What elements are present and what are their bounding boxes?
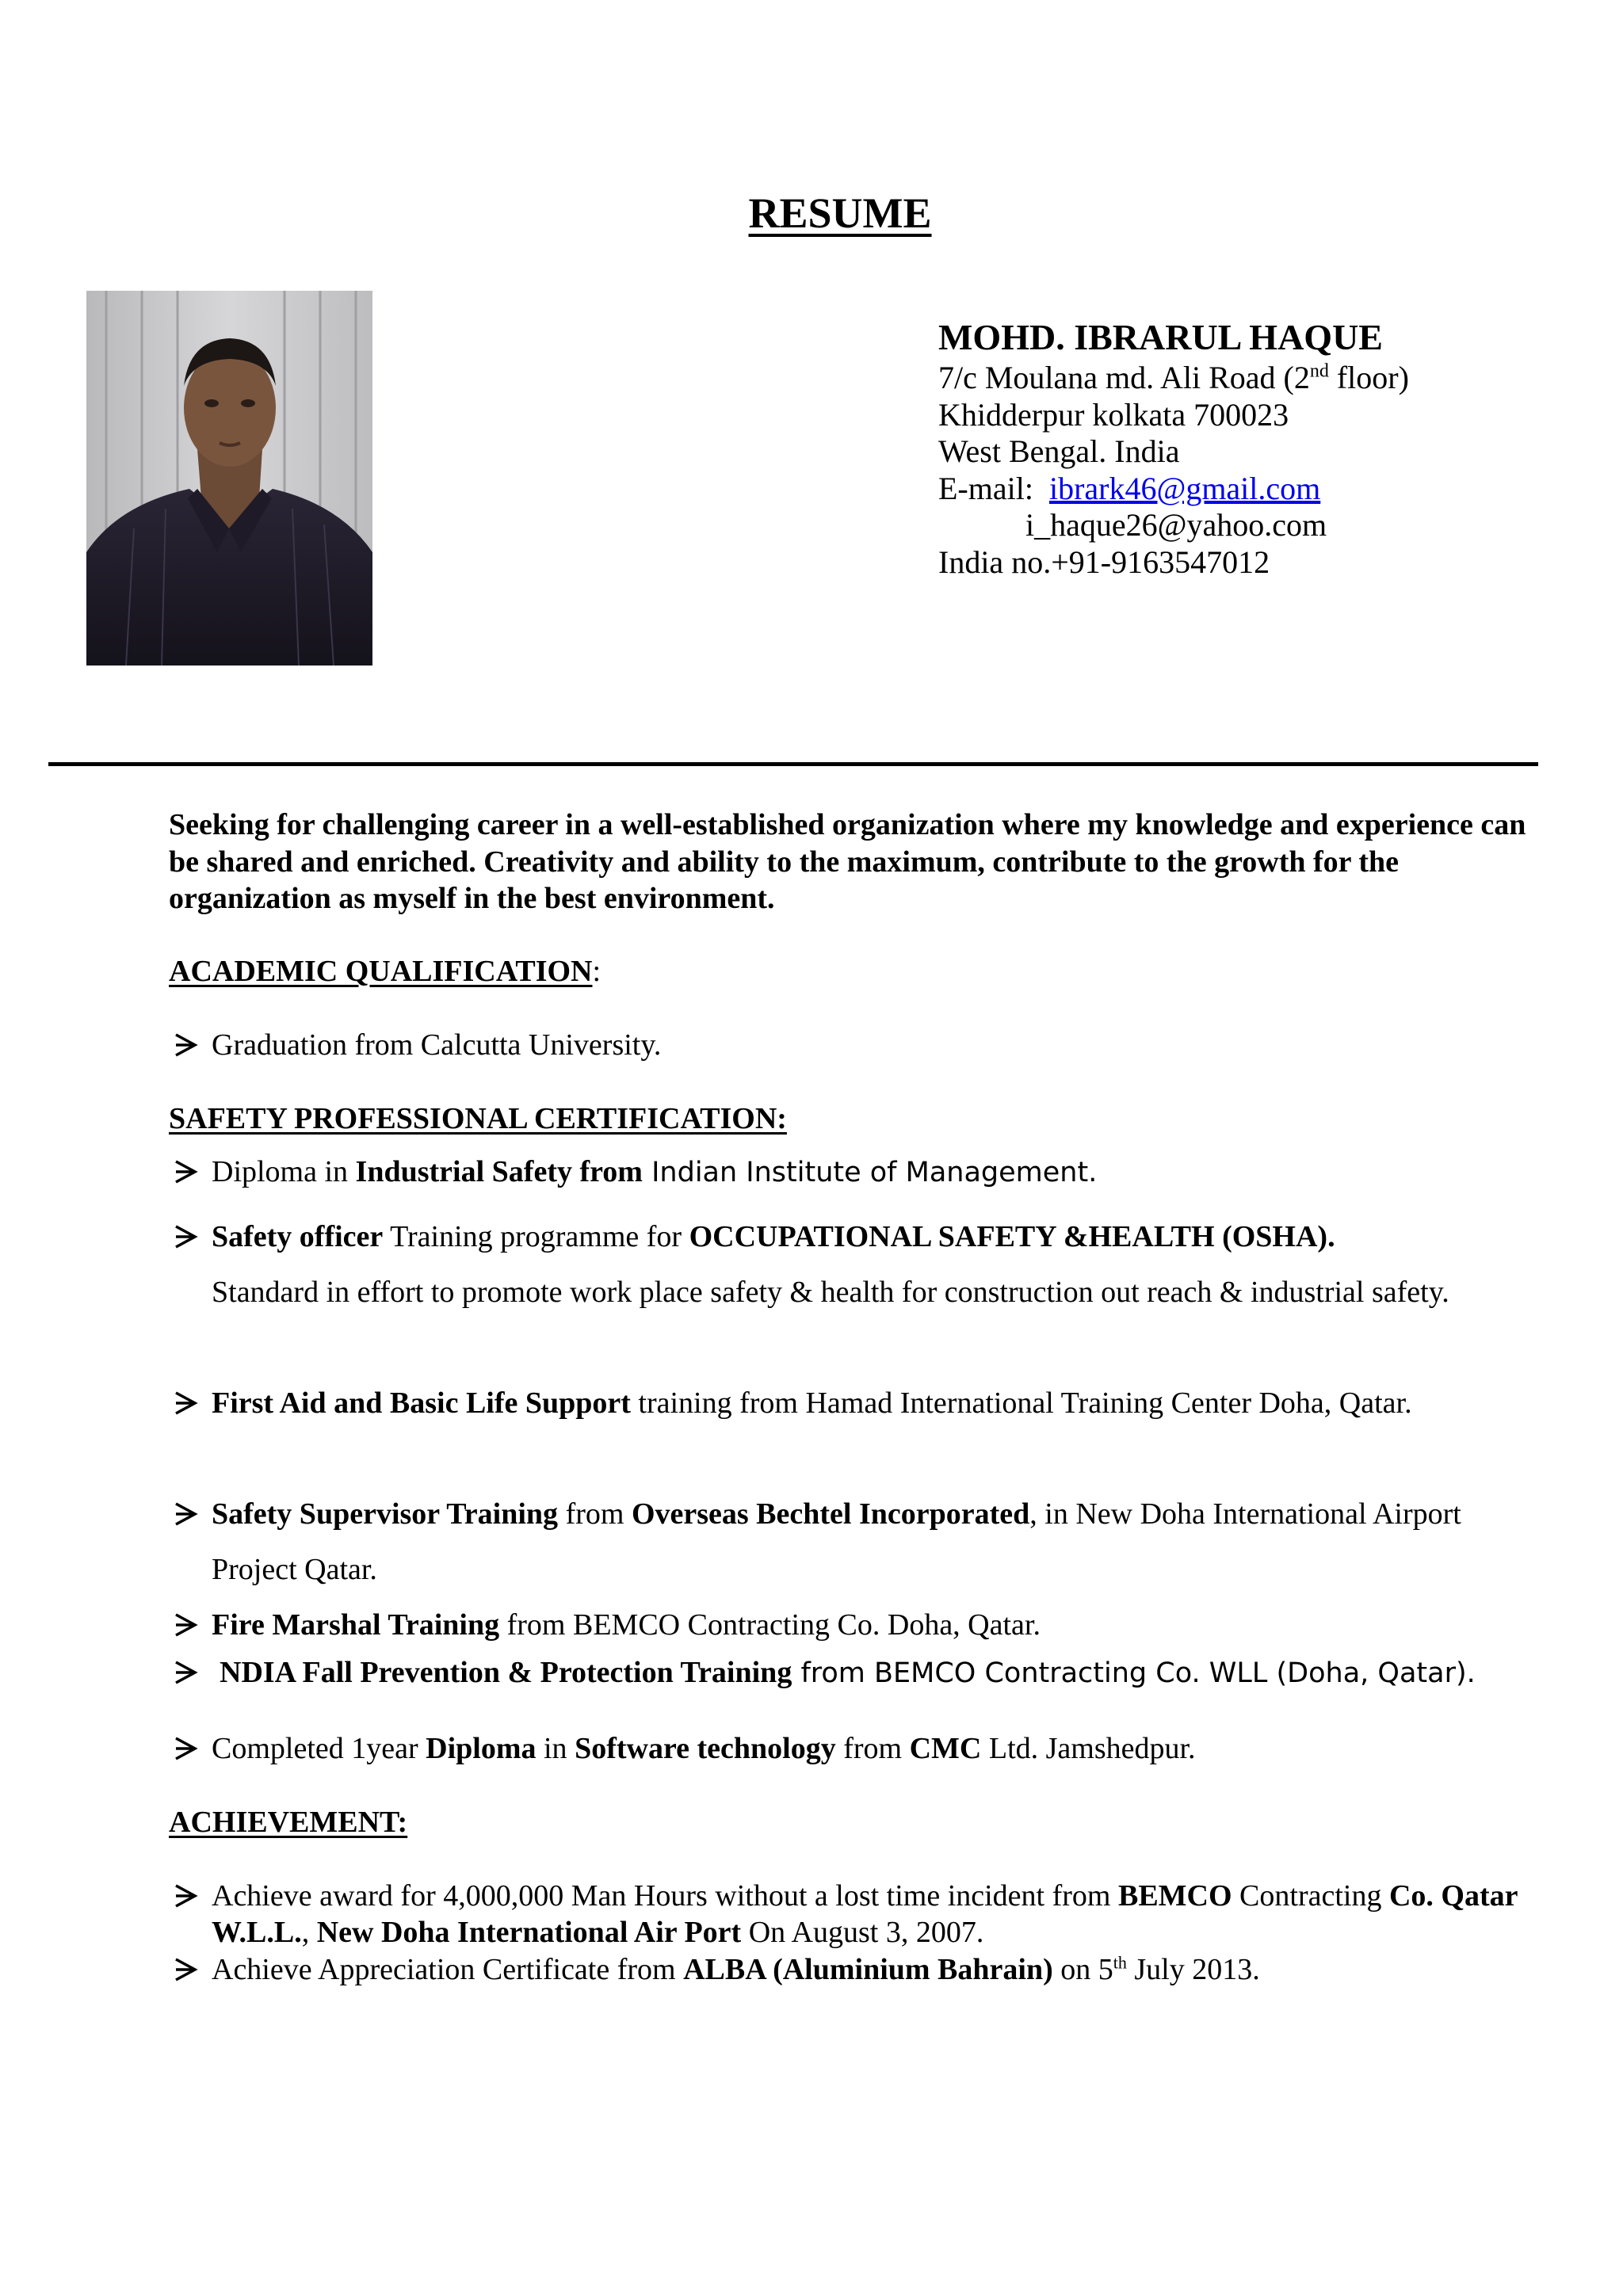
- list-item: First Aid and Basic Life Support training from Hamad International Training Center Doha, Qatar.: [212, 1375, 1543, 1431]
- list-item: Completed 1year Diploma in Software technology from CMC Ltd. Jamshedpur.: [212, 1730, 1543, 1767]
- list-item: Diploma in Industrial Safety from Indian Institute of Management.: [212, 1154, 1543, 1191]
- contact-block: [938, 315, 1409, 581]
- resume-title: RESUME: [748, 189, 932, 237]
- achievement-heading: ACHIEVEMENT:: [169, 1806, 408, 1839]
- divider: [48, 762, 1538, 766]
- email-link-primary[interactable]: ibrark46@gmail.com: [1048, 470, 1321, 506]
- arrow-bullet-icon: [172, 1607, 199, 1643]
- arrow-bullet-icon: [172, 1385, 199, 1421]
- list-item: NDIA Fall Prevention & Protection Training from BEMCO Contracting Co. WLL (Doha, Qatar).: [212, 1654, 1543, 1691]
- arrow-bullet-icon: [172, 1951, 199, 1988]
- email-line: [938, 471, 1409, 508]
- academic-heading: ACADEMIC QUALIFICATION:: [169, 955, 601, 988]
- email-secondary: i_haque26@yahoo.com: [1025, 507, 1327, 543]
- list-item: Achieve Appreciation Certificate from ALBA (Aluminium Bahrain) on 5th July 2013.: [212, 1951, 1543, 1988]
- list-item: Safety Supervisor Training from Overseas Bechtel Incorporated, in New Doha International Airport Project Qatar.: [212, 1486, 1543, 1597]
- career-objective: Seeking for challenging career in a well-established organization where my knowledge and experience can be shared and enriched. Creativity and ability to the maximum, contribute to the growth for the organization as myself in the best environment.: [169, 808, 1526, 915]
- list-item: Achieve award for 4,000,000 Man Hours without a lost time incident from BEMCO Contracting Co. Qatar W.L.L., New Doha International Air Port On August 3, 2007.: [212, 1878, 1559, 1951]
- arrow-bullet-icon: [172, 1730, 199, 1767]
- certification-heading: SAFETY PROFESSIONAL CERTIFICATION:: [169, 1102, 787, 1135]
- phone-line: India no.+91-9163547012: [938, 543, 1270, 580]
- profile-photo: [86, 291, 372, 666]
- arrow-bullet-icon: [172, 1654, 199, 1691]
- arrow-bullet-icon: [172, 1154, 199, 1190]
- email-label: E-mail:: [938, 470, 1033, 506]
- arrow-bullet-icon: [172, 1027, 199, 1063]
- address-line-3: West Bengal. India: [938, 433, 1180, 469]
- list-item: Fire Marshal Training from BEMCO Contracting Co. Doha, Qatar.: [212, 1597, 1543, 1653]
- arrow-bullet-icon: [172, 1496, 199, 1532]
- list-item: Safety officer Training programme for OCCUPATIONAL SAFETY &HEALTH (OSHA). Standard in effort to promote work place safety & health for construction out reach & industrial safety.: [212, 1209, 1543, 1320]
- arrow-bullet-icon: [172, 1219, 199, 1255]
- candidate-name: MOHD. IBRARUL HAQUE: [938, 317, 1383, 357]
- list-item: Graduation from Calcutta University.: [212, 1027, 1543, 1063]
- arrow-bullet-icon: [172, 1878, 199, 1914]
- address-line-2: Khidderpur kolkata 700023: [938, 396, 1289, 433]
- address-line-1: 7/c Moulana md. Ali Road (2nd floor): [938, 360, 1409, 395]
